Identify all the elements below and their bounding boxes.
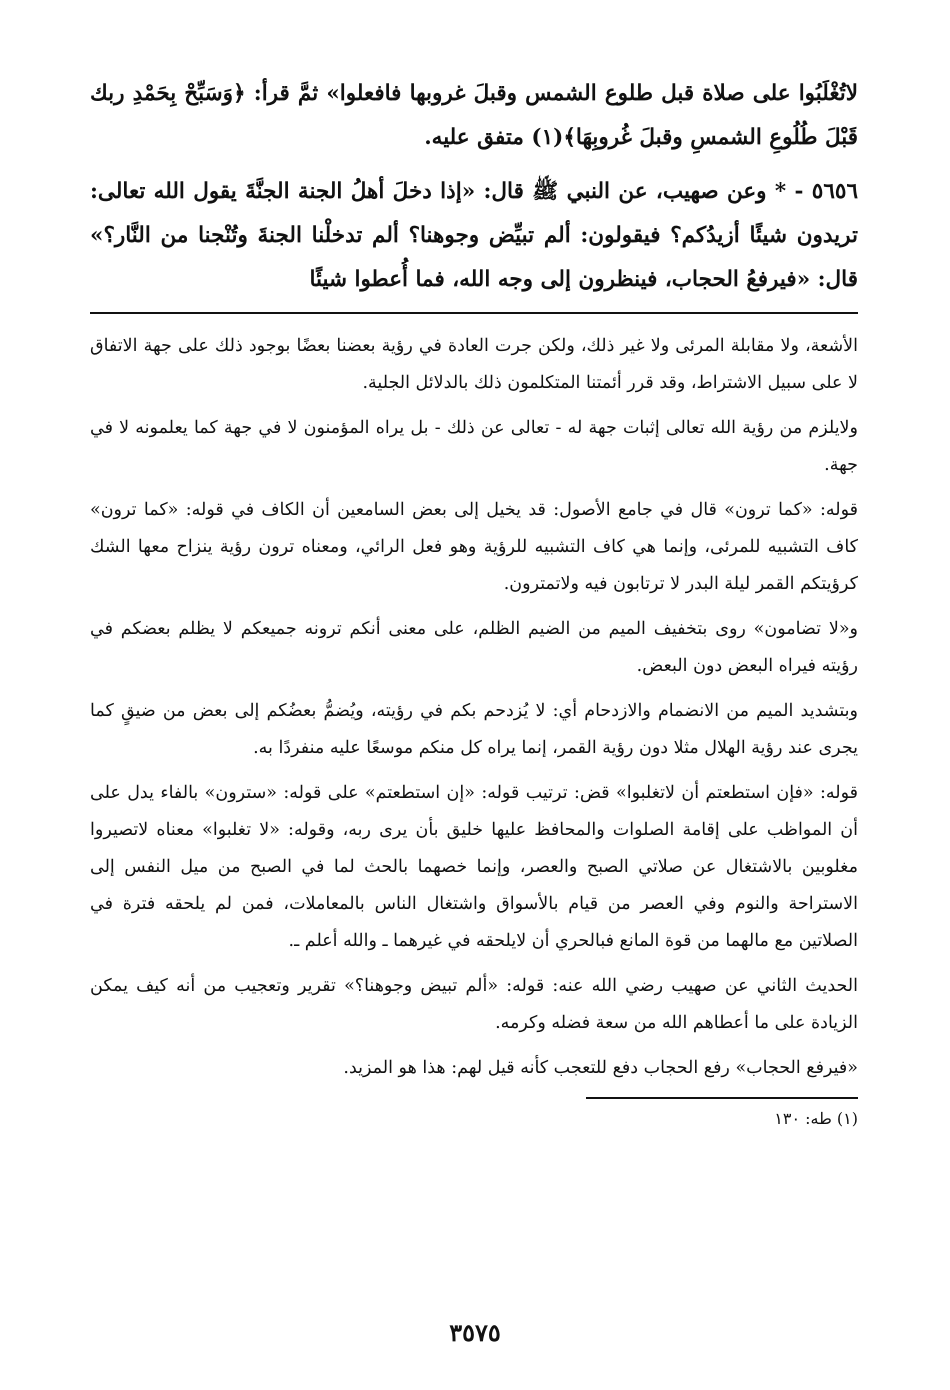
commentary-text <box>90 328 858 1087</box>
hadith-paragraph: ٥٦٥٦ - * وعن صهيب، عن النبي ﷺ قال: «إذا دخلَ أهلُ الجنة الجنَّةَ يقول الله تعالى: تريدون شيئًا أزيدُكم؟ فيقولون: ألم تبيِّض وجوهنا؟ ألم تدخلْنا الجنةَ وتُنْجنا من النَّار؟» قال: «فيرفعُ الحجاب، فينظرون إلى وجه الله، فما أُعطوا شيئًا <box>90 179 858 292</box>
hadith-paragraph: لاتُغْلَبُوا على صلاة قبل طلوع الشمس وقبلَ غروبها فافعلوا» ثمَّ قرأ: ﴿وَسَبِّحْ بِحَمْدِ ربك قَبْلَ طُلُوعِ الشمسِ وقبلَ غُروبِهَا﴾(١) متفق عليه. <box>90 81 858 150</box>
commentary-paragraph: ولايلزم من رؤية الله تعالى إثبات جهة له - تعالى عن ذلك - بل يراه المؤمنون لا في جهة كما يعلمونه لا في جهة. <box>90 418 858 475</box>
page-number: ٣٥٧٥ <box>449 1318 501 1347</box>
footnote-divider <box>586 1097 858 1099</box>
footnote: (١) طه: ١٣٠ <box>774 1109 858 1128</box>
commentary-paragraph: قوله: «كما ترون» قال في جامع الأصول: قد يخيل إلى بعض السامعين أن الكاف في قوله: «كما ترون» كاف التشبيه للمرئى، وإنما هي كاف التشبيه للرؤية وهو فعل الرائي، ومعناه ترون رؤية ينزاح معها الشك كرؤيتكم القمر ليلة البدر لا ترتابون فيه ولاتمترون. <box>90 500 858 594</box>
hadith-text <box>90 72 858 302</box>
commentary-paragraph: الحديث الثاني عن صهيب رضي الله عنه: قوله: «ألم تبيض وجوهنا؟» تقرير وتعجيب من أنه كيف يمكن الزيادة على ما أعطاهم الله من سعة فضله وكرمه. <box>90 976 858 1033</box>
commentary-paragraph: الأشعة، ولا مقابلة المرئى ولا غير ذلك، ولكن جرت العادة في رؤية بعضنا بعضًا بوجود ذلك على جهة الاتفاق لا على سبيل الاشتراط، وقد قرر أئمتنا المتكلمون ذلك بالدلائل الجلية. <box>90 336 858 393</box>
commentary-paragraph: قوله: «فإن استطعتم أن لاتغلبوا» قض: ترتيب قوله: «إن استطعتم» على قوله: «سترون» بالفاء يدل على أن المواظب على إقامة الصلوات والمحافظ عليها خليق بأن يرى ربه، وقوله: «لا تغلبوا» معناه لاتصيروا مغلوبين بالاشتغال عن صلاتي الصبح والعصر، وإنما خصهما بالحث لما في الصبح من ميل النفس إلى الاستراحة والنوم وفي العصر من قيام بالأسواق واشتغال الناس بالمعاملات، فمن لم يلحقه فترة في الصلاتين مع مالهما من قوة المانع فبالحري أن لايلحقه في غيرهما ـ والله أعلم ـ. <box>90 783 858 951</box>
commentary-paragraph: «فيرفع الحجاب» رفع الحجاب دفع للتعجب كأنه قيل لهم: هذا هو المزيد. <box>343 1058 858 1078</box>
commentary-paragraph: وبتشديد الميم من الانضمام والازدحام أي: لا يُزدحم بكم في رؤيته، ويُضمُّ بعضُكم إلى بعض من ضيقٍ كما يجرى عند رؤية الهلال مثلا دون رؤية القمر، إنما يراه كل منكم موسعًا عليه منفردًا به. <box>90 701 858 758</box>
section-divider <box>90 312 858 314</box>
commentary-paragraph: و«لا تضامون» روى بتخفيف الميم من الضيم الظلم، على معنى أنكم ترونه جميعكم لا يظلم بعضكم في رؤيته فيراه البعض دون البعض. <box>90 619 858 676</box>
